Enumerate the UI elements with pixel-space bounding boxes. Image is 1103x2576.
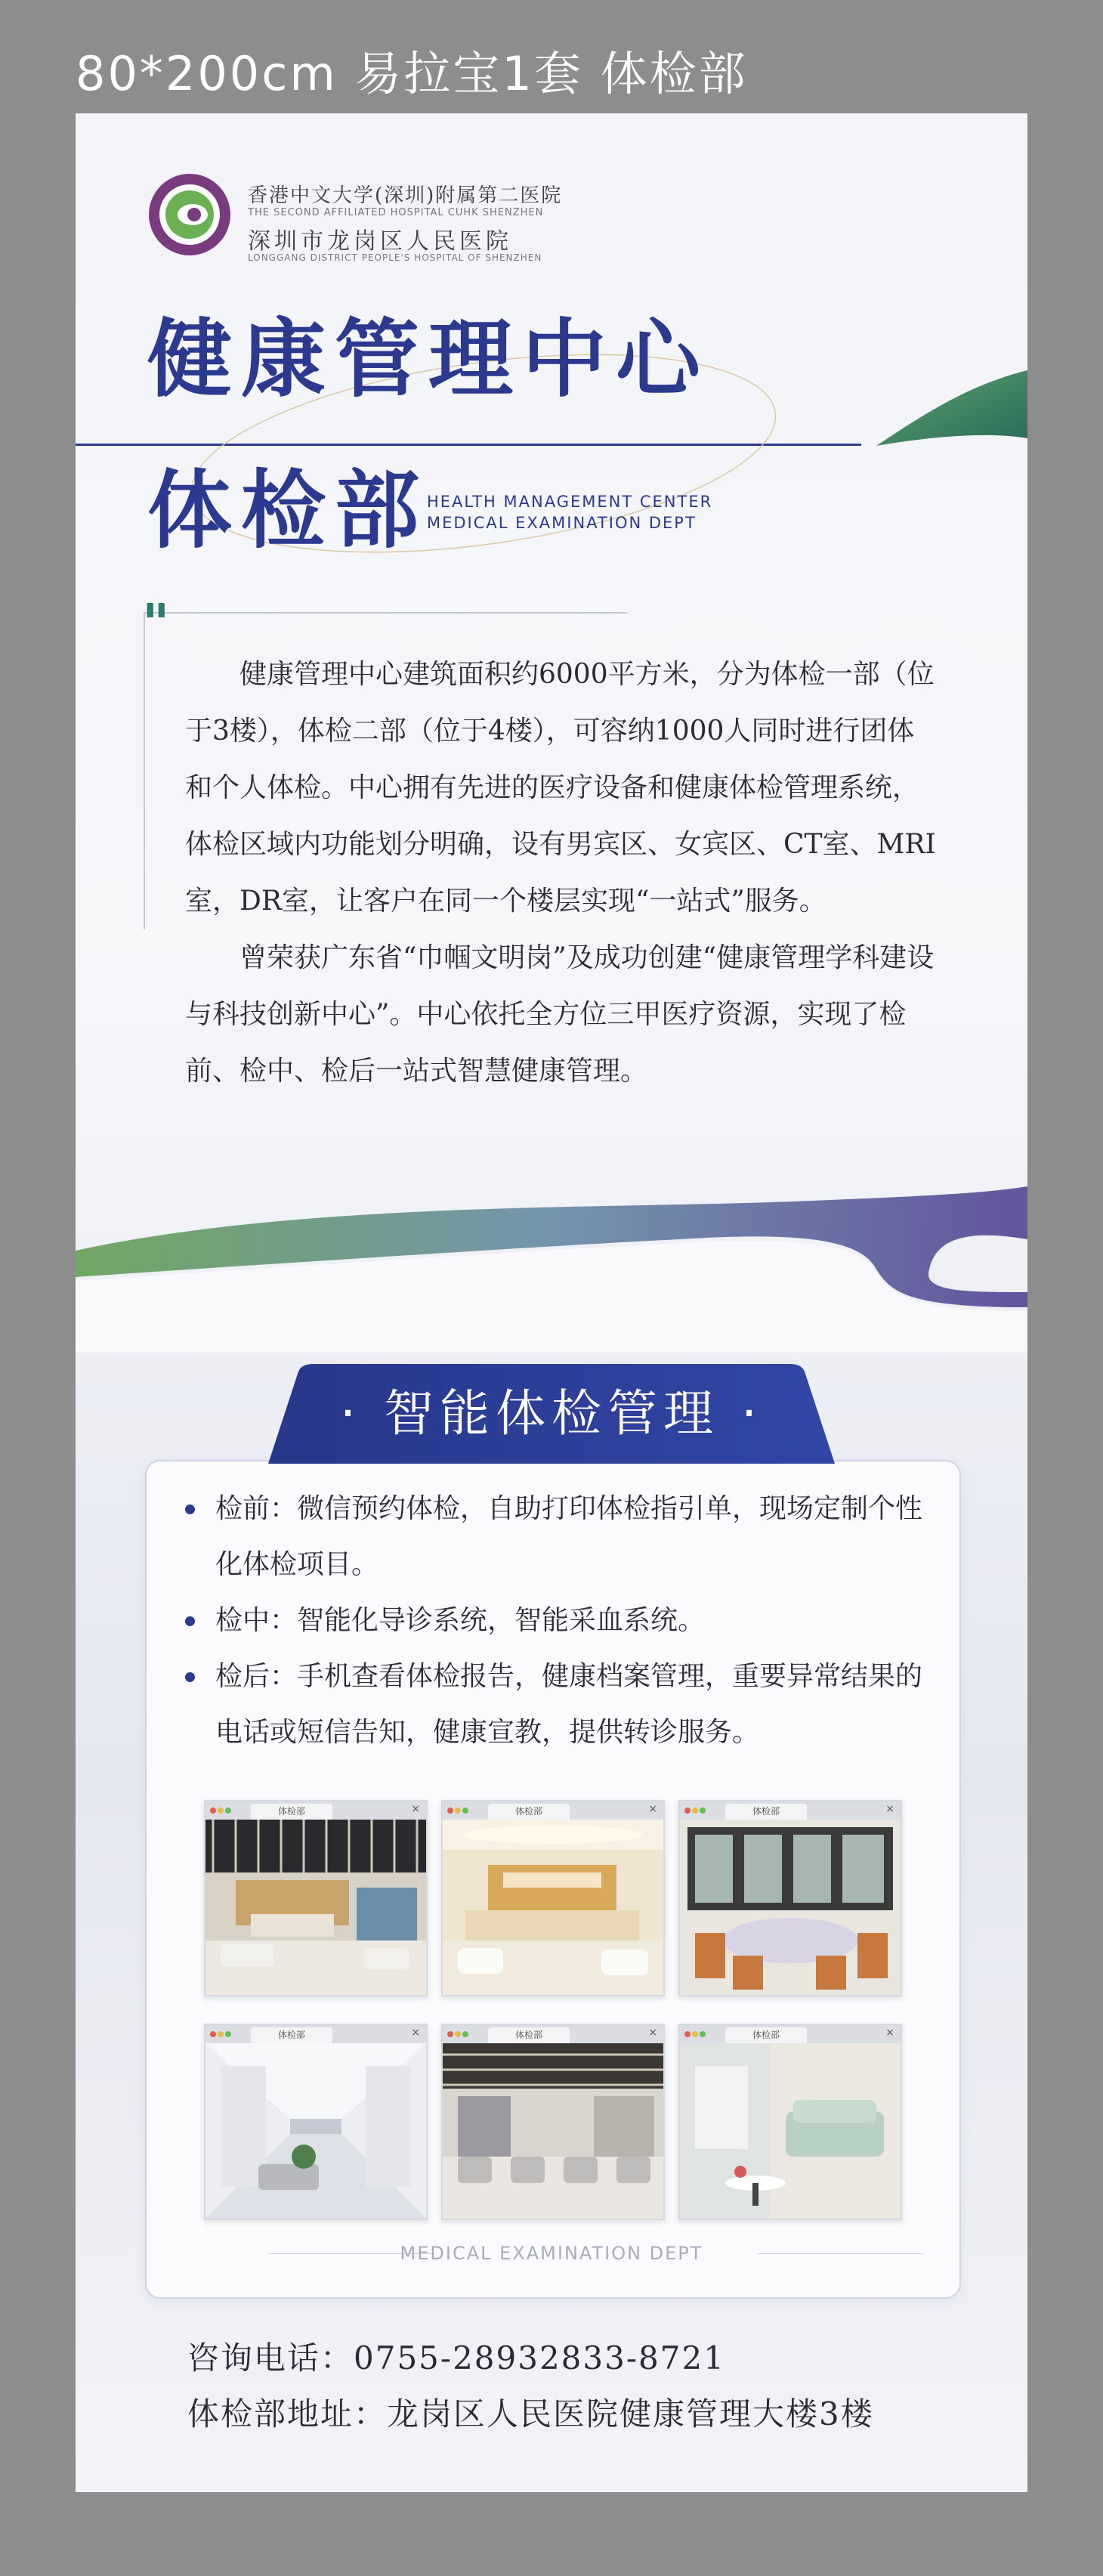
bullet-icon xyxy=(185,1672,195,1682)
browser-tab: 体检部 xyxy=(251,1804,332,1820)
browser-tab: 体检部 xyxy=(725,1804,807,1820)
main-title: 健康管理中心 xyxy=(147,310,709,409)
close-dot-icon xyxy=(684,2031,691,2037)
subtitle-en-2: MEDICAL EXAMINATION DEPT xyxy=(427,514,697,532)
reception-image xyxy=(205,1820,426,1995)
maximize-dot-icon xyxy=(225,2031,231,2037)
maximize-dot-icon xyxy=(462,1808,468,1814)
hospital-name-line2-en: LONGGANG DISTRICT PEOPLE'S HOSPITAL OF SHENZHEN xyxy=(248,252,542,263)
close-icon: × xyxy=(648,2027,657,2039)
close-icon: × xyxy=(885,1803,894,1815)
close-icon: × xyxy=(885,2027,894,2039)
close-icon: × xyxy=(648,1803,657,1815)
hospital-logo xyxy=(147,172,232,257)
waiting-area-image xyxy=(443,2043,663,2219)
hospital-name-line1: 香港中文大学(深圳)附属第二医院 xyxy=(248,184,563,207)
smart-exam-list xyxy=(185,1481,933,1761)
browser-tabbar xyxy=(443,2025,663,2043)
bullet-icon xyxy=(185,1504,195,1514)
subtitle-en-1: HEALTH MANAGEMENT CENTER xyxy=(427,493,713,511)
list-item: 检前：微信预约体检，自助打印体检指引单，现场定制个性化体检项目。 xyxy=(185,1481,933,1593)
browser-tab: 体检部 xyxy=(488,1804,570,1820)
close-dot-icon xyxy=(447,2031,453,2037)
contact-phone: 咨询电话：0755-28932833-8721 xyxy=(187,2339,725,2377)
lobby-image xyxy=(443,1820,663,1995)
bullet-icon xyxy=(185,1616,195,1626)
minimize-dot-icon xyxy=(455,1808,461,1814)
hospital-name-line2: 深圳市龙岗区人民医院 xyxy=(248,228,512,255)
close-dot-icon xyxy=(447,1808,453,1814)
close-dot-icon xyxy=(210,1808,216,1814)
lounge-image xyxy=(680,2043,901,2219)
hospital-name-line1-en: THE SECOND AFFILIATED HOSPITAL CUHK SHENZHEN xyxy=(248,207,544,218)
minimize-dot-icon xyxy=(692,1808,698,1814)
section-title: · 智能体检管理 · xyxy=(340,1384,763,1443)
minimize-dot-icon xyxy=(692,2031,698,2037)
intro-paragraph-2: 曾荣获广东省“巾帼文明岗”及成功创建“健康管理学科建设与科技创新中心”。中心依托全方位三甲医疗资源，实现了检前、检中、检后一站式智慧健康管理。 xyxy=(185,942,935,1087)
list-item: 检中：智能化导诊系统，智能采血系统。 xyxy=(185,1593,933,1649)
dining-image xyxy=(680,1820,901,1995)
minimize-dot-icon xyxy=(218,2031,224,2037)
close-dot-icon xyxy=(684,1808,691,1814)
browser-tabbar xyxy=(443,1801,663,1820)
corridor-image xyxy=(205,2043,426,2219)
intro-paragraph-1: 健康管理中心建筑面积约6000平方米，分为体检一部（位于3楼），体检二部（位于4楼），可容纳1000人同时进行团体和个人体检。中心拥有先进的医疗设备和健康体检管理系统，体检区域内功能划分明确，设有男宾区、女宾区、CT室、MRI室，DR室，让客户在同一个楼层实现“一站式”服务。 xyxy=(185,659,936,917)
photo-lobby xyxy=(441,1800,665,1996)
maximize-dot-icon xyxy=(700,2031,706,2037)
browser-tab: 体检部 xyxy=(488,2027,570,2043)
contact-address: 体检部地址：龙岗区人民医院健康管理大楼3楼 xyxy=(187,2395,874,2432)
browser-tabbar xyxy=(205,1801,426,1820)
browser-tabbar xyxy=(680,1801,901,1820)
maximize-dot-icon xyxy=(225,1808,231,1814)
photo-lounge xyxy=(678,2024,902,2220)
close-icon: × xyxy=(411,2027,420,2039)
quote-mark-icon: " xyxy=(142,592,170,654)
close-dot-icon xyxy=(210,2031,216,2037)
maximize-dot-icon xyxy=(700,1808,706,1814)
browser-tabbar xyxy=(680,2025,901,2043)
list-item: 检后：手机查看体检报告，健康档案管理，重要异常结果的电话或短信告知，健康宣教，提供转诊服务。 xyxy=(185,1649,933,1761)
photo-corridor xyxy=(204,2024,428,2220)
poster-size-caption: 80*200cm 易拉宝1套 体检部 xyxy=(76,46,748,101)
maximize-dot-icon xyxy=(462,2031,468,2037)
browser-tab: 体检部 xyxy=(251,2027,332,2043)
photo-dining xyxy=(678,1800,902,1996)
photo-reception xyxy=(204,1800,428,1996)
poster xyxy=(76,113,1027,2492)
minimize-dot-icon xyxy=(455,2031,461,2037)
browser-tab: 体检部 xyxy=(725,2027,807,2043)
close-icon: × xyxy=(411,1803,420,1815)
main-subtitle: 体检部 xyxy=(147,461,428,560)
intro-text xyxy=(185,646,941,1099)
minimize-dot-icon xyxy=(218,1808,224,1814)
photo-waiting-area xyxy=(441,2024,665,2220)
browser-tabbar xyxy=(205,2025,426,2043)
footer-label: MEDICAL EXAMINATION DEPT xyxy=(400,2243,703,2264)
